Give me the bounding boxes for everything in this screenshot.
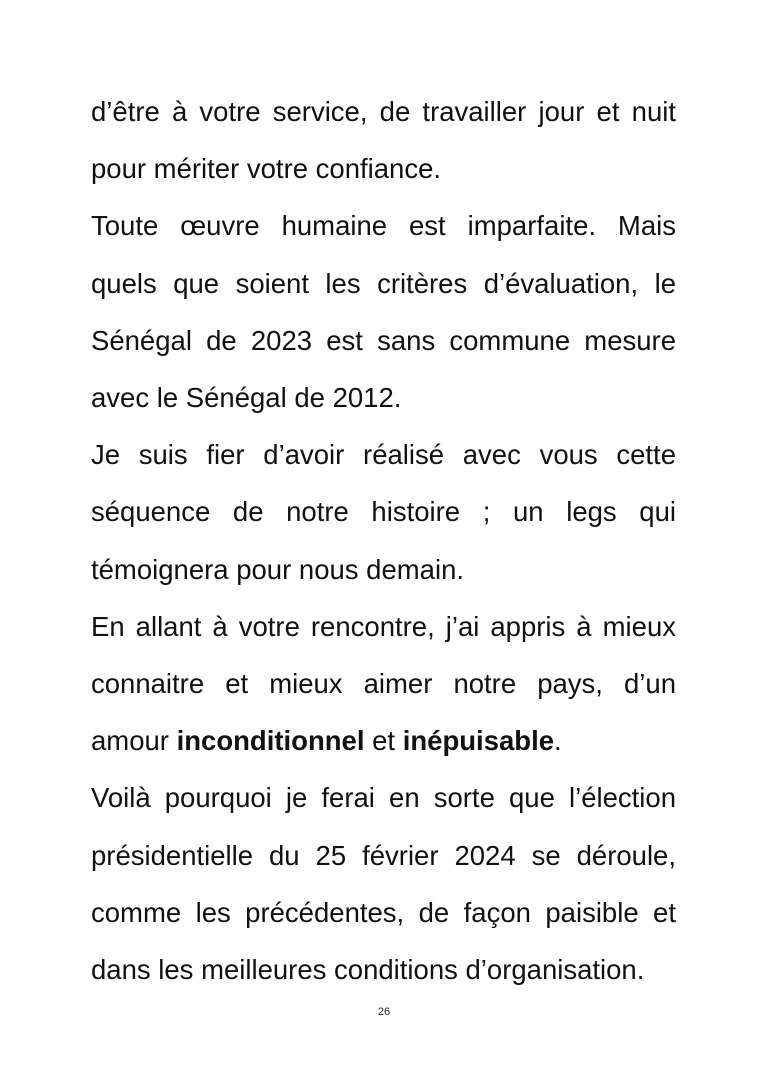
bold-word-inepuisable: inépuisable bbox=[402, 725, 555, 757]
paragraph-1: d’être à votre service, de travailler jour et nuit pour mériter votre confiance. bbox=[91, 96, 676, 185]
paragraph-4 bbox=[91, 598, 676, 770]
page-number: 26 bbox=[377, 1006, 391, 1018]
paragraph-4-text-before: En allant à votre rencontre, j’ai appris à mieux connaitre et mieux aimer notre pays, d’un amour bbox=[91, 610, 676, 757]
paragraph-4-text-after: . bbox=[554, 725, 562, 757]
document-body bbox=[91, 83, 676, 998]
paragraph-2: Toute œuvre humaine est imparfaite. Mais quels que soient les critères d’évaluation, le Sénégal de 2023 est sans commune mesure avec le Sénégal de 2012. bbox=[91, 210, 676, 414]
bold-word-inconditionnel: inconditionnel bbox=[176, 725, 365, 757]
paragraph-4-text-middle: et bbox=[364, 725, 403, 757]
paragraph-5: Voilà pourquoi je ferai en sorte que l’élection présidentielle du 25 février 2024 se déroule, comme les précédentes, de façon paisible et dans les meilleures conditions d’organisation. bbox=[91, 782, 676, 986]
paragraph-3: Je suis fier d’avoir réalisé avec vous cette séquence de notre histoire ; un legs qui témoignera pour nous demain. bbox=[91, 439, 676, 585]
